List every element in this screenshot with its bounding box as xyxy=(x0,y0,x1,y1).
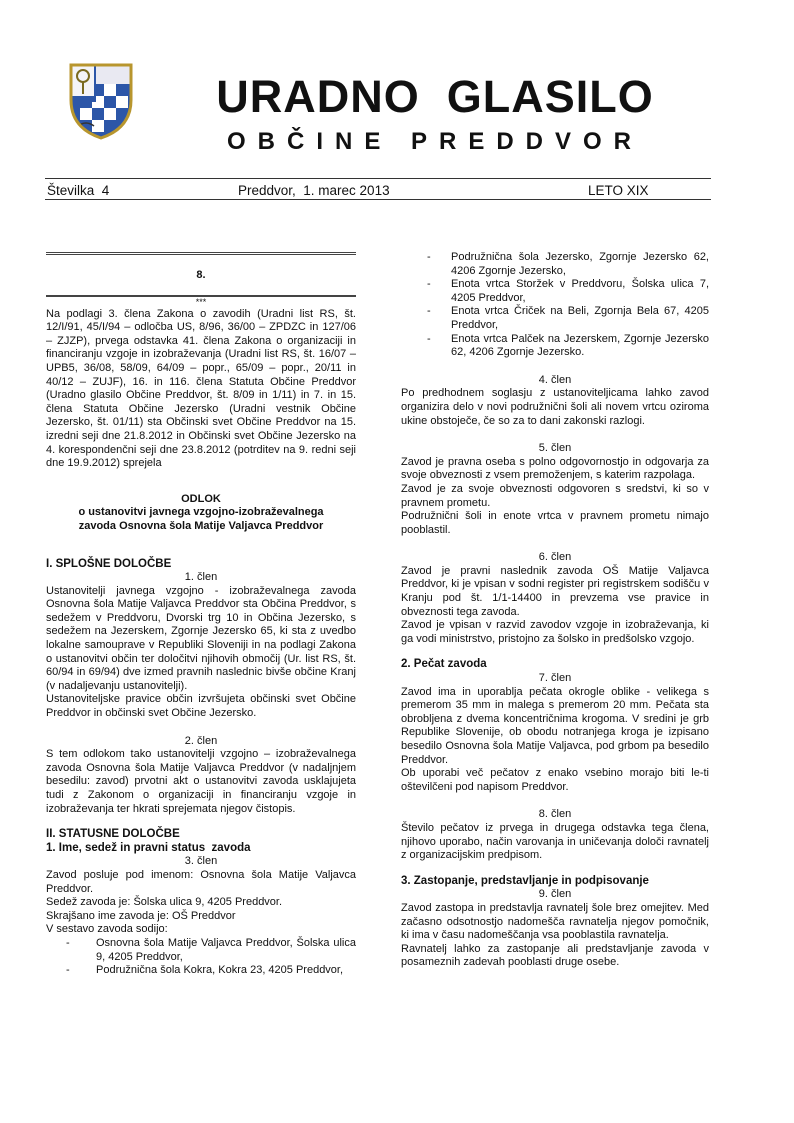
issue-year: LETO XIX xyxy=(588,183,649,198)
article-paragraph: Skrajšano ime zavoda je: OŠ Preddvor xyxy=(46,909,236,922)
publication-subtitle: OBČINE PREDDVOR xyxy=(226,128,644,155)
article-paragraph: Zavod je za svoje obveznosti odgovoren s sredstvi, ki so v pravnem prometu. xyxy=(401,482,709,509)
article-paragraph: V sestavo zavoda sodijo: xyxy=(46,923,168,936)
municipality-crest xyxy=(68,62,134,140)
right-column xyxy=(401,251,709,970)
section-heading: II. STATUSNE DOLOČBE xyxy=(46,828,180,841)
article-paragraph: Ustanovitelji javnega vzgojno - izobraževalnega zavoda Osnovna šola Matije Valjavca Preddvor sta Občina Preddvor, s sedežem v Preddvoru, Dvorski trg 10 in Občina Jezersko, s sedežem na Jezerskem, Zgornje Jezersko 65, ki sta z uvedbo lokalne samouprave v Republiki Sloveniji in na podlagi Zakona o ustanovitvi občin ter določitvi njihovih območij (Ur. list RS, št. 60/94 in 69/94) dve izmed pravnih naslednic bivše občine Kranj (v nadaljevanju ustanovitelji). xyxy=(46,584,356,692)
issue-date: Preddvor, 1. marec 2013 xyxy=(238,183,390,198)
odlok-subtitle-line2: zavoda Osnovna šola Matije Valjavca Preddvor xyxy=(78,519,324,532)
article-title: 5. člen xyxy=(538,442,572,455)
article-paragraph: Število pečatov iz prvega in drugega odstavka tega člena, njihovo uporabo, način varovanja in uničevanja določi ravnatelj z organizacijskim predpisom. xyxy=(401,821,709,862)
article-paragraph: Zavod zastopa in predstavlja ravnatelj šole brez omejitev. Med začasno odsotnostjo nadomešča ravnatelja njegov pomočnik, ki ima v času nadomeščanja vsa pooblastila ravnatelja. xyxy=(401,901,709,942)
list-bullet: - xyxy=(66,964,70,977)
list-item-text: Podružnična šola Jezersko, Zgornje Jezersko 62, 4206 Zgornje Jezersko, xyxy=(451,251,709,277)
list-bullet: - xyxy=(427,251,431,263)
list-item-text: Podružnična šola Kokra, Kokra 23, 4205 Preddvor, xyxy=(96,964,344,977)
article-title: 8. člen xyxy=(538,808,572,821)
article-paragraph: Zavod je vpisan v razvid zavodov vzgoje in izobraževanja, ki ga vodi ministrstvo, pristojno za šolsko in predšolsko vzgojo. xyxy=(401,619,709,645)
article-title: 7. člen xyxy=(538,672,572,685)
list-item xyxy=(401,305,709,332)
issue-number: Številka 4 xyxy=(47,183,110,198)
list-bullet: - xyxy=(427,332,431,345)
subsection-heading: 3. Zastopanje, predstavljanje in podpisovanje xyxy=(401,874,649,887)
article-title: 9. člen xyxy=(538,888,572,901)
list-item xyxy=(401,251,709,278)
list-item-text: Enota vrtca Palček na Jezerskem, Zgornje Jezersko 62, 4206 Zgornje Jezersko. xyxy=(451,332,709,359)
list-item-text: Osnovna šola Matije Valjavca Preddvor, Šolska ulica 9, 4205 Preddvor, xyxy=(96,936,356,963)
list-bullet: - xyxy=(427,305,431,318)
list-bullet: - xyxy=(427,278,431,291)
preamble: Na podlagi 3. člena Zakona o zavodih (Uradni list RS, št. 12/I/91, 45/I/94 – odločba US, 8/96, 36/00 – ZPDZC in 127/06 – ZJZP), prvega odstavka 41. člena Zakona o organizaciji in financiranju vzgoje in izobraževanja (Uradni list RS, št. 16/07 – UPB5, 36/08, 58/09, 64/09 – popr., 65/09 – popr., 20/11 in 40/12 – ZUJF), 16. in 116. člena Statuta Občine Preddvor (Uradno glasilo Občine Preddvor, št. 8/09 in 1/11) in 7. in 15. člena Statuta Občine Jezersko (Uradni vestnik Občine Jezersko, št. 01/11) sta Občinski svet Občine Preddvor na 15. izredni seji dne 21.8.2012 in Občinski svet Občine Jezersko na 4. korespondenčni seji dne 23.8.2012 (potrditev na 9. redni seji dne 19.9.2012) sprejela xyxy=(46,307,356,470)
subsection-heading: 2. Pečat zavoda xyxy=(401,658,487,671)
article-paragraph: S tem odlokom tako ustanovitelji vzgojno – izobraževalnega zavoda Osnovna šola Matije Valjavca Preddvor (v nadaljnjem besedilu: zavod) prvotni akt o ustanovitvi zavoda usklajujeta tudi z Zakonom o organizaciji in financiranju vzgoje in izobraževanja ter hkrati sprejemata njegov čistopis. xyxy=(46,748,356,815)
list-item xyxy=(401,278,709,305)
article-paragraph: Ustanoviteljske pravice občin izvršujeta občinski svet Občine Preddvor in občinski svet Občine Jezersko. xyxy=(46,693,356,720)
list-item-text: Enota vrtca Čriček na Beli, Zgornja Bela 67, 4205 Preddvor, xyxy=(451,305,709,331)
list-bullet: - xyxy=(66,936,70,949)
publication-title: URADNO GLASILO xyxy=(216,71,654,122)
article-paragraph: Ob uporabi več pečatov z enako vsebino morajo biti le-ti oštevilčeni pod napisom Preddvor. xyxy=(401,767,709,793)
section-divider xyxy=(46,252,356,255)
list-item-text: Enota vrtca Storžek v Preddvoru, Šolska ulica 7, 4205 Preddvor, xyxy=(451,278,709,304)
separator-stars: *** xyxy=(195,296,207,307)
left-column xyxy=(46,252,356,978)
article-paragraph: Ravnatelj lahko za zastopanje ali predstavljanje zavoda v posameznih zadevah pooblasti druge osebe. xyxy=(401,942,709,969)
section-heading: I. SPLOŠNE DOLOČBE xyxy=(46,557,172,570)
article-title: 4. člen xyxy=(538,373,572,386)
list-item xyxy=(46,937,356,964)
list-item xyxy=(46,964,356,978)
header-rule-top xyxy=(45,178,711,179)
odlok-title: ODLOK xyxy=(181,492,221,505)
article-title: 6. člen xyxy=(538,551,572,564)
article-paragraph: Zavod posluje pod imenom: Osnovna šola Matije Valjavca Preddvor. xyxy=(46,868,356,895)
item-number: 8. xyxy=(196,269,206,281)
article-paragraph: Sedež zavoda je: Šolska ulica 9, 4205 Preddvor. xyxy=(46,896,283,909)
article-title: 2. člen xyxy=(184,734,218,747)
article-paragraph: Po predhodnem soglasju z ustanoviteljicama lahko zavod organizira delo v novi podružnični šoli ali novem vrtcu oziroma ukine obstoječe, če so za to dani zakonski razlogi. xyxy=(401,387,709,427)
article-paragraph: Zavod je pravna oseba s polno odgovornostjo in odgovarja za svoje obveznosti z vsem premoženjem, s katerim razpolaga. xyxy=(401,455,709,482)
article-title: 1. člen xyxy=(184,571,218,584)
subsection-heading: 1. Ime, sedež in pravni status zavoda xyxy=(46,841,251,854)
odlok-subtitle-line1: o ustanovitvi javnega vzgojno-izobraževalnega xyxy=(78,506,324,519)
article-paragraph: Zavod ima in uporablja pečata okrogle oblike - velikega s premerom 35 mm in malega s premerom 20 mm. Pečata sta obrobljena z dvema koncentričnima krogoma. V sredini je grb Republike Slovenije, ob obodu notranjega kroga je izpisano besedilo Osnovna šola Matije Valjavca, pod grbom pa besedilo Preddvor. xyxy=(401,685,709,766)
article-paragraph: Zavod je pravni naslednik zavoda OŠ Matije Valjavca Preddvor, ki je vpisan v sodni register pri registrskem sodišču v Kranju pod št. 1/1-14400 in prevzema vse pravice in obveznosti tega zavoda. xyxy=(401,564,709,618)
article-paragraph: Podružnični šoli in enote vrtca v pravnem prometu nimajo pooblastil. xyxy=(401,510,709,536)
article-title: 3. člen xyxy=(184,855,218,868)
list-item xyxy=(401,333,709,360)
header-rule-bottom xyxy=(45,199,711,200)
